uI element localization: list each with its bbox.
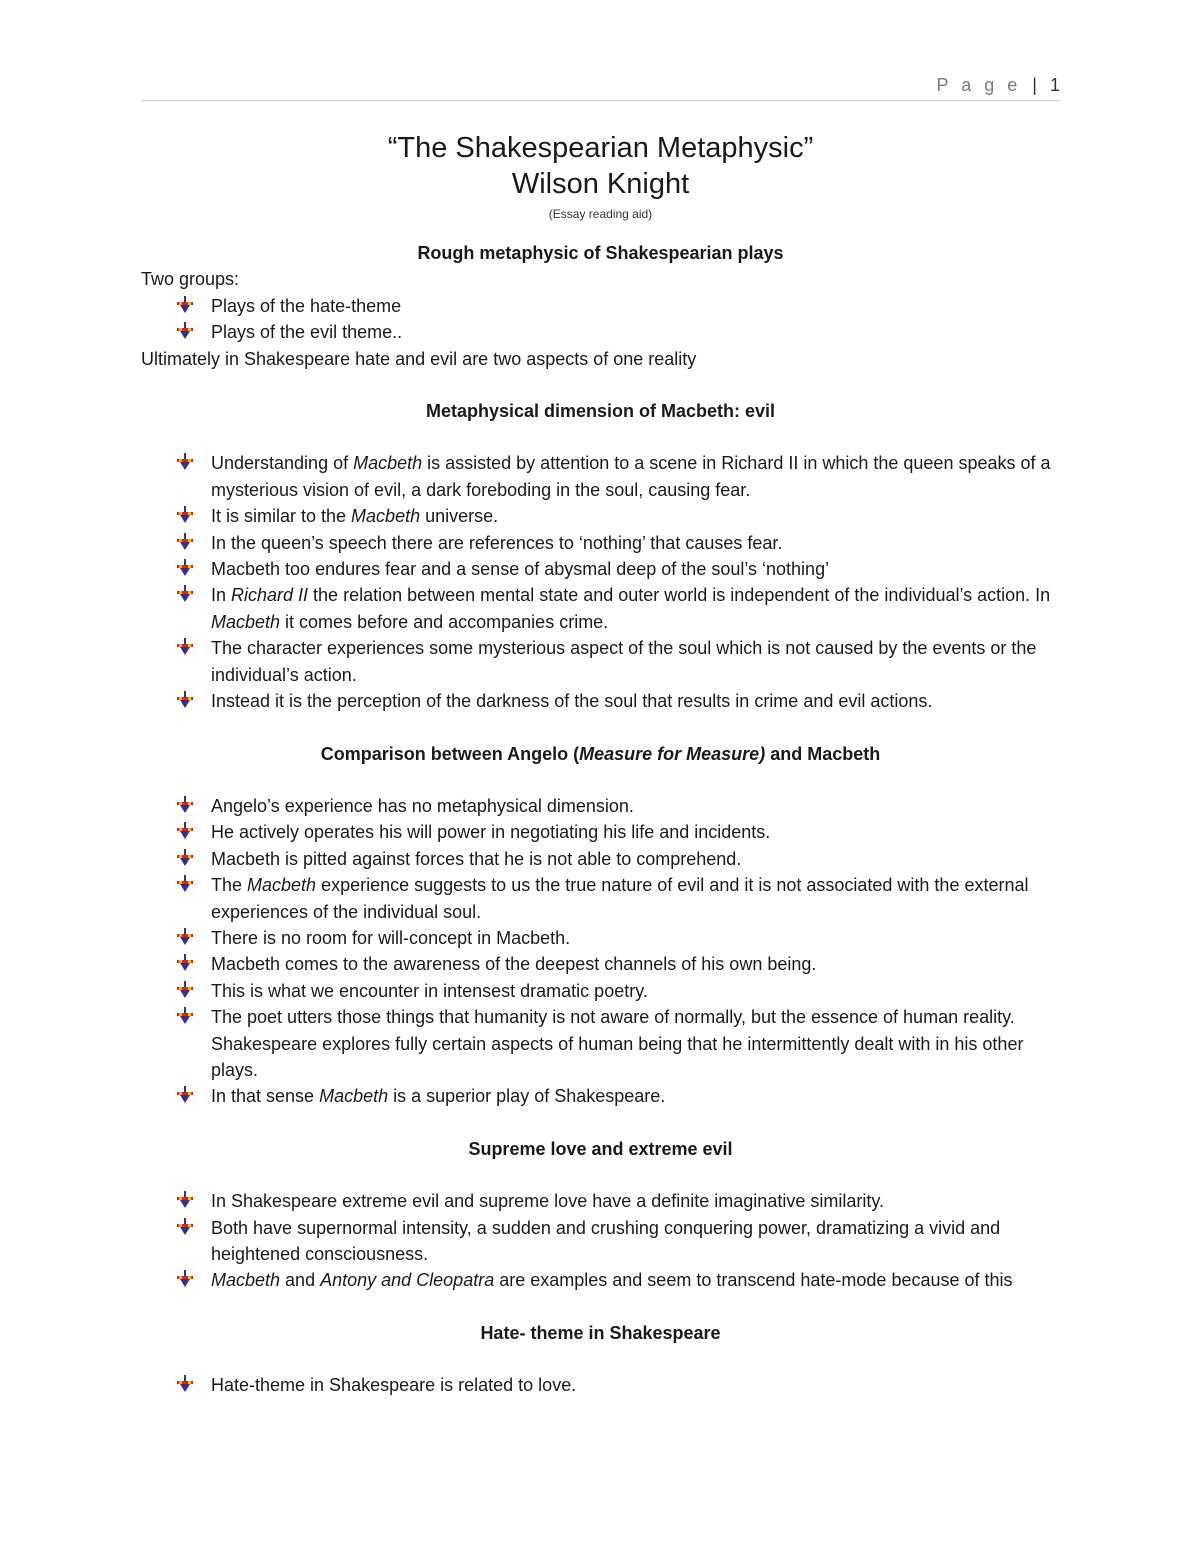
list-item: There is no room for will-concept in Macbeth. bbox=[141, 925, 1060, 951]
arrow-cross-bullet-icon bbox=[177, 849, 193, 867]
list-item: In Richard II the relation between mental state and outer world is independent of the individual’s action. In Macbeth it comes before and accompanies crime. bbox=[141, 582, 1060, 635]
list-item: Angelo’s experience has no metaphysical dimension. bbox=[141, 793, 1060, 819]
page-word: P a g e bbox=[936, 75, 1022, 95]
paragraph: Ultimately in Shakespeare hate and evil are two aspects of one reality bbox=[141, 348, 697, 369]
list-item: In the queen’s speech there are references to ‘nothing’ that causes fear. bbox=[141, 530, 1060, 556]
page-number-label bbox=[937, 75, 1060, 96]
list-item: Macbeth too endures fear and a sense of abysmal deep of the soul’s ‘nothing’ bbox=[141, 556, 1060, 582]
list-item: This is what we encounter in intensest dramatic poetry. bbox=[141, 978, 1060, 1004]
list-item: It is similar to the Macbeth universe. bbox=[141, 503, 1060, 529]
bullet-list bbox=[141, 293, 1060, 346]
arrow-cross-bullet-icon bbox=[177, 875, 193, 893]
arrow-cross-bullet-icon bbox=[177, 585, 193, 603]
arrow-cross-bullet-icon bbox=[177, 1218, 193, 1236]
title-block bbox=[141, 130, 1060, 222]
list-item: Plays of the hate-theme bbox=[141, 293, 1060, 319]
page-header bbox=[141, 72, 1060, 101]
list-item: The poet utters those things that humanity is not aware of normally, but the essence of human reality. Shakespeare explores fully certain aspects of human being that he intermittently dealt with in his other plays. bbox=[141, 1004, 1060, 1083]
arrow-cross-bullet-icon bbox=[177, 322, 193, 340]
list-item: Both have supernormal intensity, a sudden and crushing conquering power, dramatizing a vivid and heightened consciousness. bbox=[141, 1215, 1060, 1268]
document-body bbox=[141, 240, 1060, 1399]
arrow-cross-bullet-icon bbox=[177, 453, 193, 471]
section-heading: Metaphysical dimension of Macbeth: evil bbox=[425, 401, 776, 422]
arrow-cross-bullet-icon bbox=[177, 796, 193, 814]
list-item: The character experiences some mysterious aspect of the soul which is not caused by the events or the individual’s action. bbox=[141, 635, 1060, 688]
bullet-list bbox=[141, 1188, 1060, 1294]
bullet-list bbox=[141, 1372, 1060, 1398]
paragraph: Two groups: bbox=[141, 269, 240, 290]
list-item: The Macbeth experience suggests to us the true nature of evil and it is not associated with the external experiences of the individual soul. bbox=[141, 872, 1060, 925]
list-item: Macbeth is pitted against forces that he is not able to comprehend. bbox=[141, 846, 1060, 872]
arrow-cross-bullet-icon bbox=[177, 533, 193, 551]
bullet-list bbox=[141, 450, 1060, 714]
list-item: Macbeth and Antony and Cleopatra are examples and seem to transcend hate-mode because of this bbox=[141, 1267, 1060, 1293]
page-number: 1 bbox=[1049, 75, 1060, 95]
arrow-cross-bullet-icon bbox=[177, 981, 193, 999]
list-item: Plays of the evil theme.. bbox=[141, 319, 1060, 345]
document-title: “The Shakespearian Metaphysic” bbox=[387, 132, 814, 164]
list-item: He actively operates his will power in negotiating his life and incidents. bbox=[141, 819, 1060, 845]
section-heading: Comparison between Angelo (Measure for Measure) and Macbeth bbox=[320, 743, 881, 764]
section-heading: Supreme love and extreme evil bbox=[468, 1138, 733, 1159]
arrow-cross-bullet-icon bbox=[177, 954, 193, 972]
list-item: Macbeth comes to the awareness of the deepest channels of his own being. bbox=[141, 951, 1060, 977]
list-item: In Shakespeare extreme evil and supreme love have a definite imaginative similarity. bbox=[141, 1188, 1060, 1214]
arrow-cross-bullet-icon bbox=[177, 559, 193, 577]
arrow-cross-bullet-icon bbox=[177, 296, 193, 314]
arrow-cross-bullet-icon bbox=[177, 822, 193, 840]
arrow-cross-bullet-icon bbox=[177, 1270, 193, 1288]
page-separator: | bbox=[1032, 75, 1037, 95]
arrow-cross-bullet-icon bbox=[177, 691, 193, 709]
list-item: Instead it is the perception of the darkness of the soul that results in crime and evil actions. bbox=[141, 688, 1060, 714]
list-item: Hate-theme in Shakespeare is related to love. bbox=[141, 1372, 1060, 1398]
arrow-cross-bullet-icon bbox=[177, 1007, 193, 1025]
arrow-cross-bullet-icon bbox=[177, 506, 193, 524]
document-author: Wilson Knight bbox=[511, 168, 690, 200]
list-item: In that sense Macbeth is a superior play of Shakespeare. bbox=[141, 1083, 1060, 1109]
document-subnote: (Essay reading aid) bbox=[548, 207, 653, 221]
section-heading: Hate- theme in Shakespeare bbox=[480, 1322, 721, 1343]
arrow-cross-bullet-icon bbox=[177, 1191, 193, 1209]
arrow-cross-bullet-icon bbox=[177, 1086, 193, 1104]
section-heading: Rough metaphysic of Shakespearian plays bbox=[417, 243, 784, 263]
arrow-cross-bullet-icon bbox=[177, 928, 193, 946]
list-item: Understanding of Macbeth is assisted by attention to a scene in Richard II in which the queen speaks of a mysterious vision of evil, a dark foreboding in the soul, causing fear. bbox=[141, 450, 1060, 503]
bullet-list bbox=[141, 793, 1060, 1110]
arrow-cross-bullet-icon bbox=[177, 1375, 193, 1393]
arrow-cross-bullet-icon bbox=[177, 638, 193, 656]
